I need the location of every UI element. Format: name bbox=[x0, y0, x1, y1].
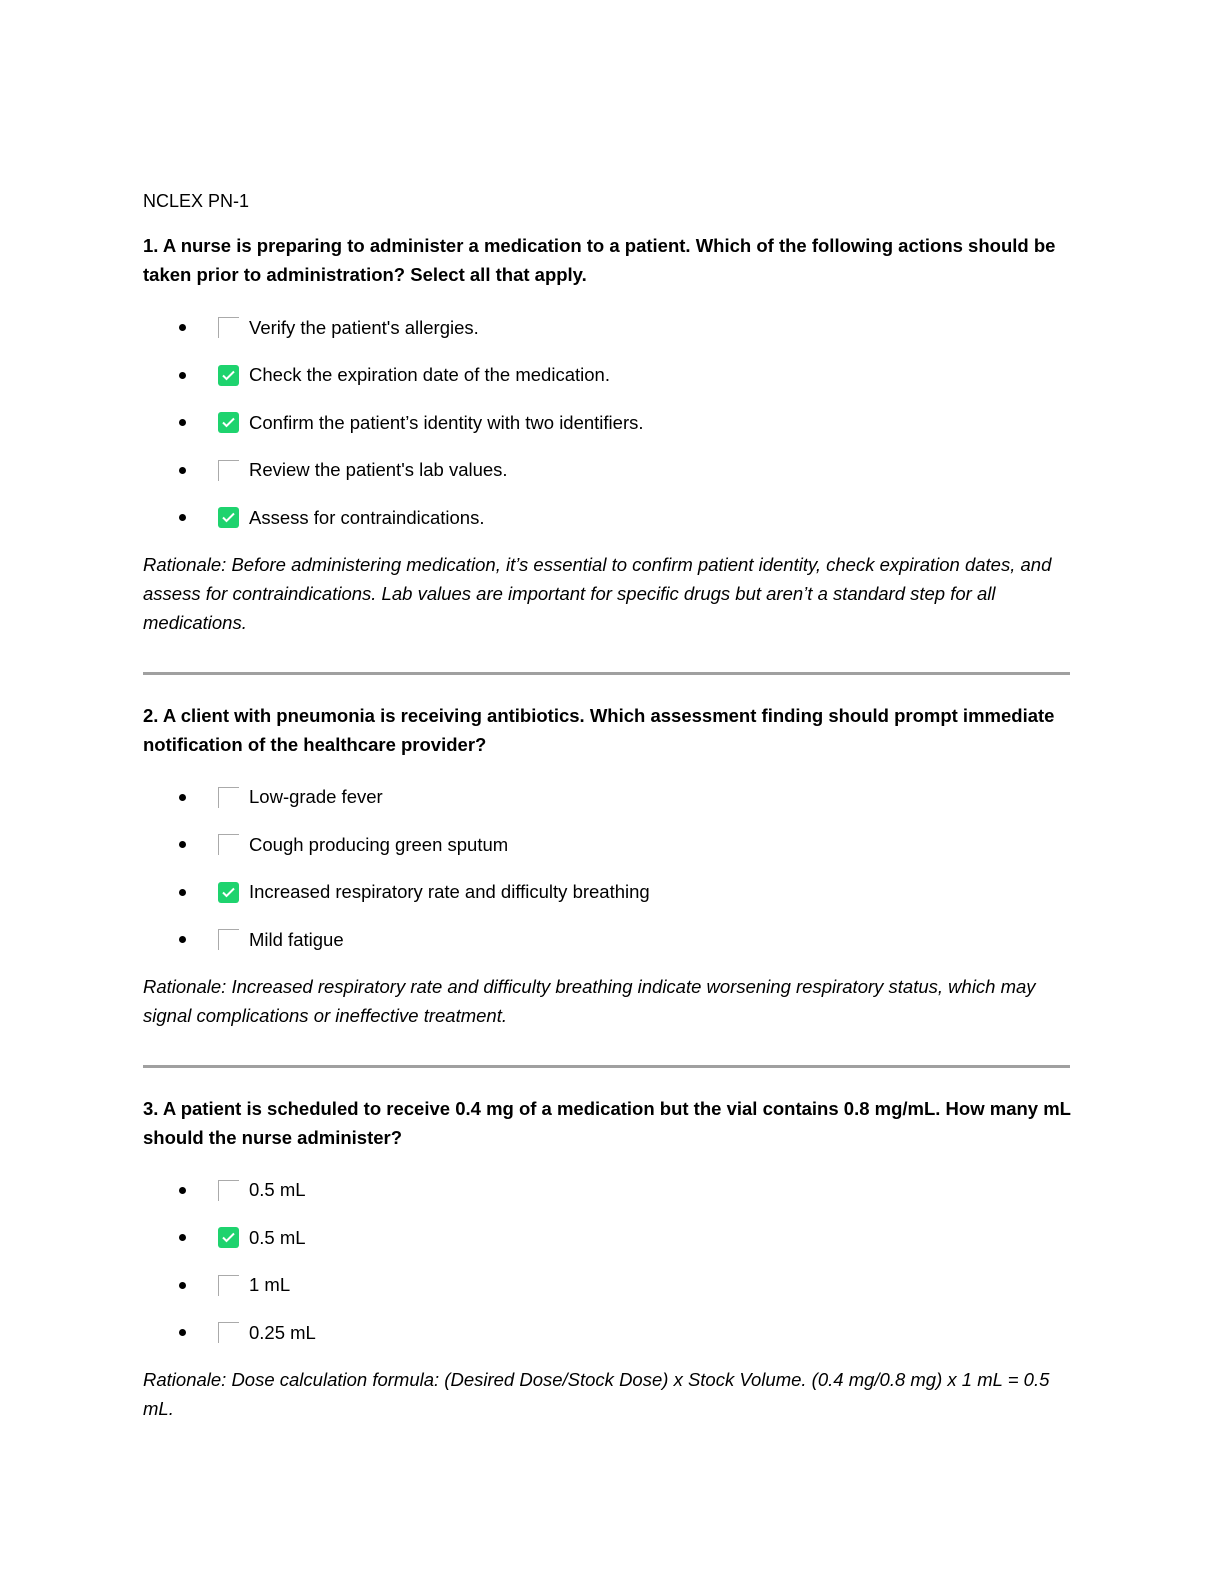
question-text: 3. A patient is scheduled to receive 0.4 mg of a medication but the vial contains 0.8 mg/mL. How many mL should the nurse administer? bbox=[143, 1097, 1071, 1148]
checkmark-icon bbox=[221, 1230, 236, 1245]
option-item bbox=[143, 399, 1073, 447]
checked-checkbox[interactable] bbox=[218, 507, 239, 528]
option-label: 0.5 mL bbox=[249, 1226, 306, 1248]
question-text: 2. A client with pneumonia is receiving antibiotics. Which assessment finding should prompt immediate notification of the healthcare provider? bbox=[143, 704, 1055, 755]
bullet-icon bbox=[179, 467, 186, 474]
option-label: Review the patient's lab values. bbox=[249, 459, 508, 481]
option-label: 0.25 mL bbox=[249, 1321, 316, 1343]
option-label: 0.5 mL bbox=[249, 1179, 306, 1201]
option-item bbox=[143, 774, 1073, 822]
bullet-icon bbox=[179, 419, 186, 426]
checked-checkbox[interactable] bbox=[218, 412, 239, 433]
checkmark-icon bbox=[221, 510, 236, 525]
checked-checkbox[interactable] bbox=[218, 1227, 239, 1248]
unchecked-checkbox[interactable] bbox=[218, 1322, 239, 1343]
section-divider bbox=[143, 672, 1070, 675]
option-item bbox=[143, 304, 1073, 352]
bullet-icon bbox=[179, 1187, 186, 1194]
bullet-icon bbox=[179, 1234, 186, 1241]
option-label: Cough producing green sputum bbox=[249, 833, 509, 855]
bullet-icon bbox=[179, 794, 186, 801]
option-item bbox=[143, 1309, 1073, 1357]
option-label: Verify the patient's allergies. bbox=[249, 316, 479, 338]
options-list bbox=[143, 304, 1073, 542]
bullet-icon bbox=[179, 1282, 186, 1289]
option-label: Mild fatigue bbox=[249, 928, 344, 950]
bullet-icon bbox=[179, 372, 186, 379]
checkmark-icon bbox=[221, 885, 236, 900]
unchecked-checkbox[interactable] bbox=[218, 1275, 239, 1296]
option-item bbox=[143, 1214, 1073, 1262]
unchecked-checkbox[interactable] bbox=[218, 1180, 239, 1201]
option-label: Increased respiratory rate and difficulty breathing bbox=[249, 881, 650, 903]
question-3 bbox=[143, 1094, 1073, 1423]
option-item bbox=[143, 447, 1073, 495]
option-item bbox=[143, 869, 1073, 917]
document-content bbox=[143, 188, 1073, 1423]
checkmark-icon bbox=[221, 368, 236, 383]
option-label: Low-grade fever bbox=[249, 786, 383, 808]
unchecked-checkbox[interactable] bbox=[218, 317, 239, 338]
bullet-icon bbox=[179, 889, 186, 896]
option-item bbox=[143, 916, 1073, 964]
unchecked-checkbox[interactable] bbox=[218, 834, 239, 855]
option-item bbox=[143, 352, 1073, 400]
option-item bbox=[143, 494, 1073, 542]
question-2 bbox=[143, 701, 1073, 1030]
unchecked-checkbox[interactable] bbox=[218, 460, 239, 481]
option-label: Check the expiration date of the medication. bbox=[249, 364, 610, 386]
bullet-icon bbox=[179, 514, 186, 521]
unchecked-checkbox[interactable] bbox=[218, 787, 239, 808]
checked-checkbox[interactable] bbox=[218, 365, 239, 386]
rationale-text: Rationale: Increased respiratory rate and difficulty breathing indicate worsening respiratory status, which may signal complications or ineffective treatment. bbox=[143, 975, 1036, 1026]
bullet-icon bbox=[179, 936, 186, 943]
question-text: 1. A nurse is preparing to administer a medication to a patient. Which of the following actions should be taken prior to administration? Select all that apply. bbox=[143, 235, 1056, 285]
option-label: Assess for contraindications. bbox=[249, 506, 485, 528]
section-divider bbox=[143, 1065, 1070, 1068]
option-label: Confirm the patient’s identity with two identifiers. bbox=[249, 411, 644, 433]
bullet-icon bbox=[179, 841, 186, 848]
bullet-icon bbox=[179, 324, 186, 331]
question-1 bbox=[143, 231, 1073, 637]
option-item bbox=[143, 1262, 1073, 1310]
option-item bbox=[143, 1167, 1073, 1215]
option-item bbox=[143, 821, 1073, 869]
option-label: 1 mL bbox=[249, 1274, 291, 1296]
rationale-text: Rationale: Before administering medication, it’s essential to confirm patient identity, check expiration dates, and assess for contraindications. Lab values are important for specific drugs but aren’t a standard step for all medications. bbox=[143, 553, 1052, 633]
document-title: NCLEX PN-1 bbox=[143, 191, 250, 211]
checkmark-icon bbox=[221, 415, 236, 430]
unchecked-checkbox[interactable] bbox=[218, 929, 239, 950]
checked-checkbox[interactable] bbox=[218, 882, 239, 903]
bullet-icon bbox=[179, 1329, 186, 1336]
rationale-text: Rationale: Dose calculation formula: (Desired Dose/Stock Dose) x Stock Volume. (0.4 mg/0.8 mg) x 1 mL = 0.5 mL. bbox=[143, 1368, 1050, 1419]
options-list bbox=[143, 774, 1073, 964]
options-list bbox=[143, 1167, 1073, 1357]
